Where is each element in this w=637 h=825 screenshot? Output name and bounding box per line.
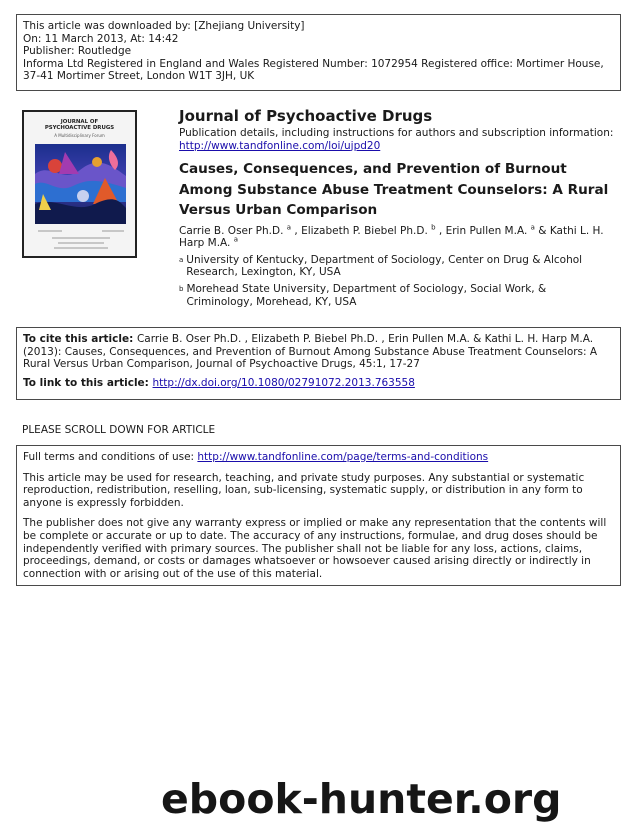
download-notice-line: Informa Ltd Registered in England and Wales Registered Number: 1072954 Registered office: Mortimer House,: [23, 57, 604, 70]
affiliation-a: [179, 254, 599, 279]
author-list: [179, 225, 609, 250]
doi-link[interactable]: http://dx.doi.org/10.1080/02791072.2013.763558: [152, 376, 415, 389]
watermark: ebook-hunter.org: [161, 775, 562, 823]
author-name: Erin Pullen M.A.: [445, 224, 531, 237]
link-label: To link to this article:: [23, 376, 153, 389]
terms-intro: [23, 451, 614, 464]
affiliation-marker: b: [179, 285, 184, 294]
author-affiliation-marker: a: [530, 223, 535, 232]
terms-link[interactable]: http://www.tandfonline.com/page/terms-and-conditions: [197, 451, 489, 463]
cover-artwork-icon: [35, 144, 126, 224]
affiliation-text: Morehead State University, Department of Sociology, Social Work, & Criminology, Morehead, KY, USA: [186, 283, 547, 308]
article-link-paragraph: [23, 377, 614, 390]
download-notice-line: On: 11 March 2013, At: 14:42: [23, 32, 179, 45]
affiliation-text: University of Kentucky, Department of Sociology, Center on Drug & Alcohol Research, Lexington, KY, USA: [186, 253, 583, 279]
cover-title-line1: JOURNAL OF: [60, 119, 99, 125]
author-separator: ,: [435, 224, 446, 237]
terms-box: [16, 445, 621, 586]
download-notice-line: 37-41 Mortimer Street, London W1T 3JH, UK: [23, 70, 255, 83]
article-header: [179, 106, 619, 308]
cite-label: To cite this article:: [23, 333, 137, 345]
affiliation-b: [179, 283, 599, 308]
publication-details-text: Publication details, including instructions for authors and subscription information:: [179, 127, 614, 139]
author-separator: &: [534, 224, 550, 237]
author-name: Elizabeth P. Biebel Ph.D.: [301, 224, 432, 237]
citation-box: [16, 327, 621, 400]
author-affiliation-marker: a: [233, 235, 239, 244]
terms-paragraph-2: The publisher does not give any warranty express or implied or make any representation that the contents will be complete or accurate or up to date. The accuracy of any instructions, formulae, and drug doses should be independently verified with primary sources. The publisher shall not be liable for any loss, actions, claims, proceedings, demand, or costs or damages whatsoever or howsoever caused arising directly or indirectly in connection with or arising out of the use of this material.: [23, 517, 607, 580]
cover-title-line2: PSYCHOACTIVE DRUGS: [44, 125, 115, 131]
citation-paragraph: [23, 333, 614, 371]
terms-paragraph-1: This article may be used for research, teaching, and private study purposes. Any substantial or systematic reproduction, redistribution, reselling, loan, sub-licensing, systematic supply, or distribution in any form to anyone is expressly forbidden.: [23, 471, 585, 509]
author-affiliation-marker: a: [286, 223, 292, 232]
author-separator: ,: [291, 224, 302, 237]
article-title: Causes, Consequences, and Prevention of Burnout Among Substance Abuse Treatment Counselors: A Rural Versus Urban Comparison: [179, 161, 609, 219]
affiliation-marker: a: [179, 255, 184, 264]
publication-details: [179, 127, 619, 152]
cover-subtitle: A Multidisciplinary Forum: [54, 133, 105, 138]
download-notice-box: [16, 14, 621, 91]
author-name: Carrie B. Oser Ph.D.: [179, 224, 287, 237]
journal-cover-image: [22, 110, 137, 258]
journal-link[interactable]: http://www.tandfonline.com/loi/ujpd20: [179, 139, 381, 152]
download-notice-line: Publisher: Routledge: [23, 45, 132, 58]
terms-intro-text: Full terms and conditions of use:: [23, 451, 198, 463]
author-name: Kathi L. H. Harp M.A.: [179, 224, 604, 250]
author-affiliation-marker: b: [431, 223, 436, 232]
journal-name: Journal of Psychoactive Drugs: [179, 107, 433, 125]
scroll-notice: PLEASE SCROLL DOWN FOR ARTICLE: [22, 424, 216, 436]
download-notice-line: This article was downloaded by: [Zhejiang University]: [23, 20, 305, 32]
cite-text: Carrie B. Oser Ph.D. , Elizabeth P. Biebel Ph.D. , Erin Pullen M.A. & Kathi L. H. Harp M.A. (2013): Causes, Consequences, and Prevention of Burnout Among Substance Abuse Treatment Counselors: A Rural Versus Urban Comparison, Journal of Psychoactive Drugs, 45:1, 17-27: [23, 333, 598, 371]
